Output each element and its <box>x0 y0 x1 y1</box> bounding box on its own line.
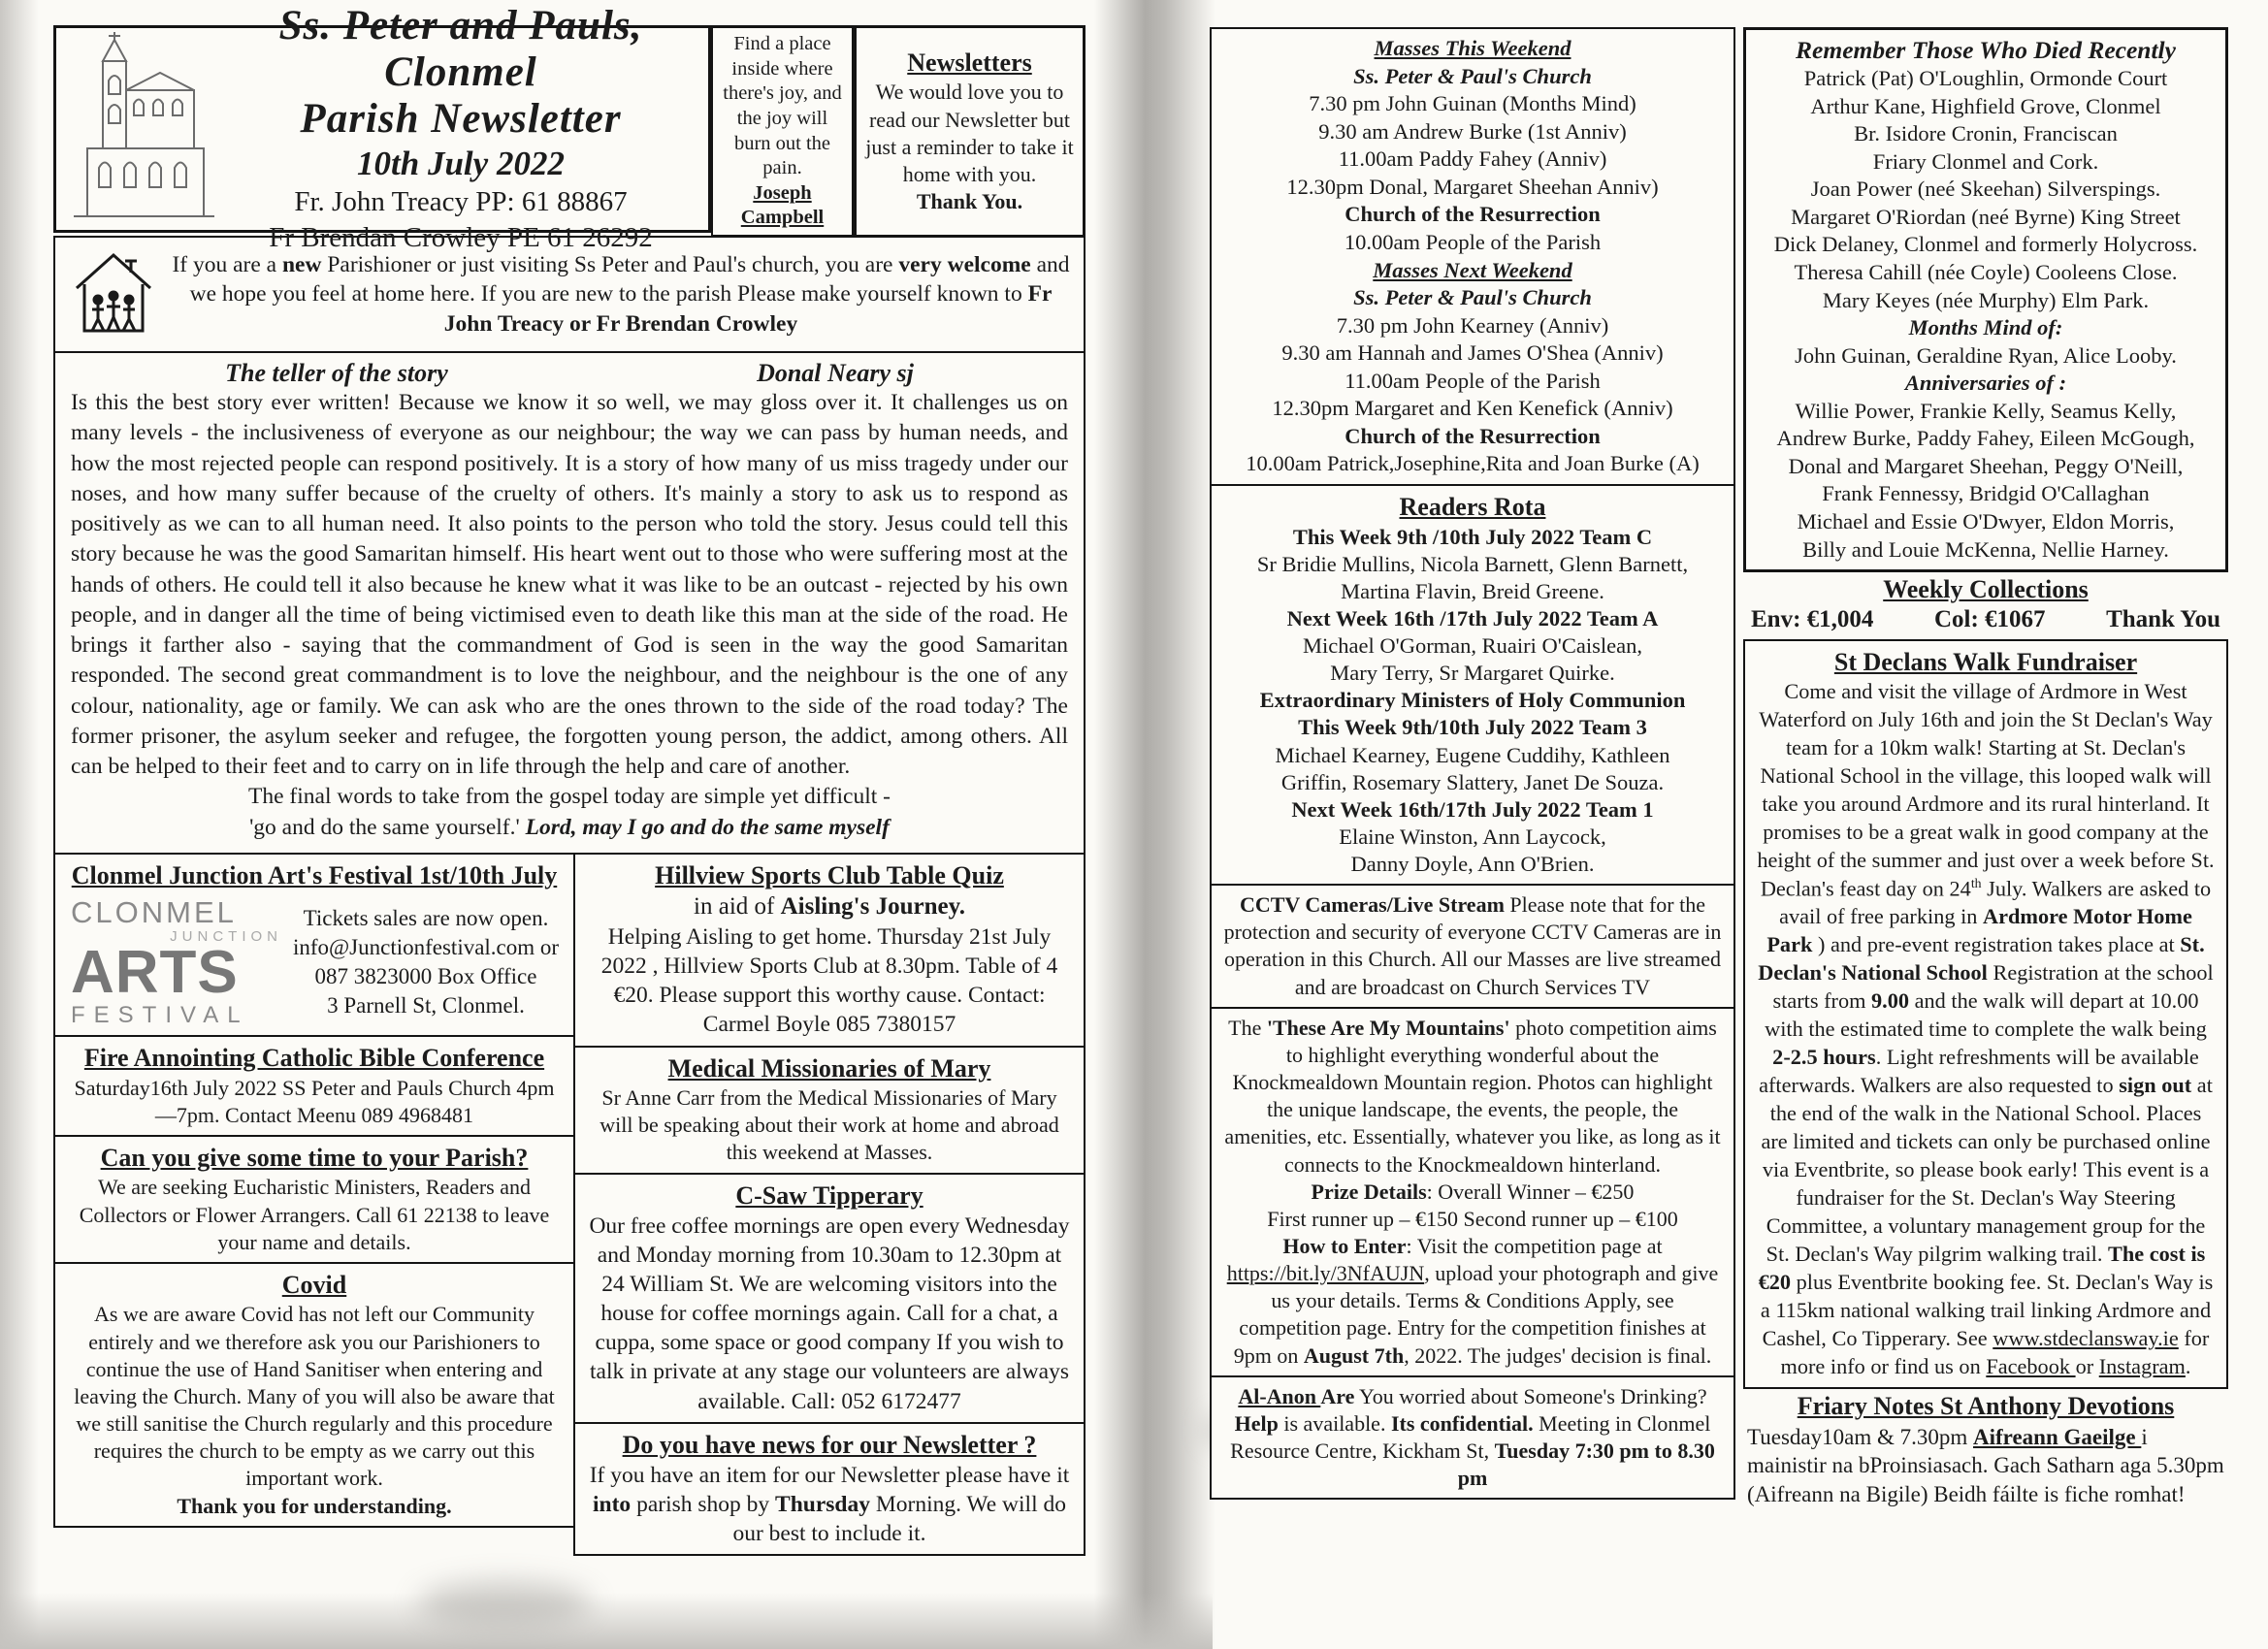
st-declans-walk-body: Come and visit the village of Ardmore in West Waterford on July 16th and join the St Declan's Way team for a 10km walk! Starting at St. Declan's National School in the village, this looped walk will take you around Ardmore and its rural hinterland. It promises to be a great walk in good company at the height of the summer and just over a week before St. Declan's feast day on 24th July. Walkers are asked to avail of free parking in Ardmore Motor Home Park ) and pre-event registration takes place at St. Declan's National School Registration at the school starts from 9.00 and the walk will depart at 10.00 with the estimated time to complete the walk being 2-2.5 hours. Light refreshments will be available afterwards. Walkers are also requested to sign out at the end of the walk in the National School. Places are limited and tickets can only be purchased online via Eventbrite, so please book early! This event is a fundraiser for the St. Declan's Way Steering Committee, a voluntary management group for the St. Declan's Way pilgrim walking trail. The cost is €20 plus Eventbrite booking fee. St. Declan's Way is a 115km national walking trail linking Ardmore and Cashel, Co Tipperary. See www.stdeclansway.ie for more info or find us on Facebook or Instagram. <box>1757 679 2215 1379</box>
arts-logo-clonmel: CLONMEL <box>71 895 237 930</box>
page-gutter-shadow <box>1094 0 1215 1649</box>
scan-smudge <box>417 1581 592 1626</box>
deceased-heading: Remember Those Who Died Recently <box>1796 36 2176 64</box>
weekly-collections-heading: Weekly Collections <box>1883 575 2089 604</box>
alanon-body: Al-Anon Are You worried about Someone's Drinking? Help is available. Its confidential. Meeting in Clonmel Resource Centre, Kickham St, Tuesday 7:30 pm to 8.30 pm <box>1230 1383 1715 1491</box>
friary-notes-heading: Friary Notes St Anthony Devotions <box>1797 1392 2175 1421</box>
masthead <box>53 2 1085 254</box>
table-quiz-body: Helping Aisling to get home. Thursday 21st July 2022 , Hillview Sports Club at 8.30pm. Table of 4 €20. Please support this worthy cause. Contact: Carmel Boyle 085 7380157 <box>600 924 1058 1038</box>
welcome-text: If you are a new Parishioner or just visiting Ss Peter and Paul's church, you are very welcome and we hope you feel at home here. If you are new to the parish Please make yourself known to Fr John Treacy or Fr Brendan Crowley <box>172 251 1070 337</box>
table-quiz-box <box>573 853 1085 1048</box>
csaw-body: Our free coffee mornings are open every Wednesday and Monday morning from 10.30am to 12.30pm at 24 William St. We are welcoming visitors into the house for coffee mornings again. Call for a chat, a cuppa, some space or good company If you wish to talk in private at any stage our volunteers are always available. Call: 052 6172477 <box>589 1213 1070 1414</box>
csaw-box <box>573 1173 1085 1424</box>
table-quiz-heading: Hillview Sports Club Table Quiz <box>655 860 1004 889</box>
photo-competition-body: The 'These Are My Mountains' photo competition aims to highlight everything wonderful about the Knockmealdown Mountain region. Photos can highlight the unique landscape, the events, the people, the amenities, etc. Essentially, whatever you like, as long as it connects to the Knockmealdown hinterland. Prize Details: Overall Winner – €250 First runner up – €150 Second runner up – €100 How to Enter: Visit the competition page at https://bit.ly/3NfAUJN, upload your photograph and give us your details. Terms & Conditions Apply, see competition page. Entry for the competition finishes at 9pm on August 7th, 2022. The judges' decision is final. <box>1224 1015 1721 1368</box>
arts-logo-arts: ARTS <box>71 939 239 1007</box>
st-declans-walk-box <box>1743 639 2228 1390</box>
covid-box <box>53 1262 575 1528</box>
cctv-body: CCTV Cameras/Live Stream Please note that for the protection and security of everyone CCTV Cameras are in operation in this Church. All our Masses are live streamed and are broadcast on Church Services TV <box>1223 892 1722 999</box>
bible-conference-body: Saturday16th July 2022 SS Peter and Pauls Church 4pm—7pm. Contact Meenu 089 4968481 <box>74 1075 555 1127</box>
newsletters-body: We would love you to read our Newsletter but just a reminder to take it home with you. Thank You. <box>865 80 1074 213</box>
newsletters-heading: Newsletters <box>907 48 1032 77</box>
story-title: The teller of the story <box>225 359 448 387</box>
parish-volunteers-heading: Can you give some time to your Parish? <box>100 1143 529 1172</box>
lower-sections-grid <box>53 855 1085 1557</box>
newsletter-title-line1: Ss. Peter and Pauls, Clonmel <box>278 2 643 96</box>
bible-conference-box <box>53 1035 575 1137</box>
covid-heading: Covid <box>281 1270 347 1299</box>
story-final-line2: 'go and do the same yourself.' Lord, may I go and do the same myself <box>249 814 890 840</box>
deceased-box <box>1743 27 2228 572</box>
newsletter-title-line2: Parish Newsletter <box>300 96 622 143</box>
covid-closing: Thank you for understanding. <box>177 1493 452 1518</box>
deceased-lines: Patrick (Pat) O'Loughlin, Ormonde Court Arthur Kane, Highfield Grove, Clonmel Br. Isidore Cronin, Franciscan Friary Clonmel and Cork. Joan Power (neé Skeehan) Silverspings. Margaret O'Riordan (neé Byrne) King Street Dick Delaney, Clonmel and formerly Holycross. Theresa Cahill (née Coyle) Cooleens Close. Mary Keyes (née Murphy) Elm Park. Months Mind of: John Guinan, Geraldine Ryan, Alice Looby. Anniversaries of : Willie Power, Frankie Kelly, Seamus Kelly, Andrew Burke, Paddy Fahey, Eileen McGough, Donal and Margaret Sheehan, Peggy O'Neill, Frank Fennessy, Bridgid O'Callaghan Michael and Essie O'Dwyer, Eldon Morris, Billy and Louie McKenna, Nellie Harney. <box>1773 66 2198 562</box>
masses-box <box>1210 27 1735 486</box>
arts-logo-junction: JUNCTION <box>170 928 282 946</box>
medical-missionaries-body: Sr Anne Carr from the Medical Missionaries of Mary will be speaking about their work at home and abroad this weekend at Masses. <box>599 1085 1059 1165</box>
lower-right-column <box>573 855 1085 1557</box>
story-author: Donal Neary sj <box>757 359 914 387</box>
quote-box: Find a place inside where there's joy, and the joy will burn out the pain. Joseph Campbell <box>711 25 855 238</box>
medical-missionaries-box <box>573 1046 1085 1175</box>
friary-notes-body: Tuesday10am & 7.30pm Aifreann Gaeilge i mainistir na bProinsiasach. Gach Satharn aga 5.30pm (Aifreann na Bigile) Beidh fáilte is fiche romhat! <box>1747 1424 2224 1506</box>
weekly-collections <box>1743 572 2228 641</box>
collections-envelopes: Env: €1,004 <box>1751 605 1874 632</box>
church-illustration <box>64 32 221 227</box>
collections-thanks: Thank You <box>2106 605 2220 632</box>
parish-volunteers-box <box>53 1135 575 1264</box>
story-body: Is this the best story ever written! Because we know it so well, we may gloss over it. It challenges us on many levels - the inclusiveness of everyone as our neighbour; the way we can pass by human needs, and how the most rejected people can respond positively. It is a story of how many of us miss tragedy under our noses, and how many suffer because of the cruelty of others. It's mainly a story to ask us to respond as positively as we can to all human need. It also points to the person who told the story. Jesus could tell this story because he was the good Samaritan himself. His heart went out to those who were suffering most at the hands of others. He could tell it also because he knew what it was like to be an outcast - rejected by his own people, and in danger all the time of being victimised even to death like this man at the side of the road. He brings it farther also - saying that the commandment of God is seen in the way the good Samaritan responded. The second great commandment is to love the neighbour, and the neighbour is the one of any colour, nationality, age or family. We can ask who are the ones thrown to the side of the road today? The former prisoner, the asylum seeker and refugee, the forgotten young person, the addict, among others. All can be helped to their feet and to carry on in life through the help and care of another. <box>71 390 1068 779</box>
right-page-left-column <box>1210 29 1735 1500</box>
arts-logo-festival: FESTIVAL <box>71 1002 249 1029</box>
table-quiz-subheading: in aid of Aisling's Journey. <box>694 893 965 921</box>
bible-conference-heading: Fire Annointing Catholic Bible Conference <box>83 1044 545 1073</box>
arts-festival-details: Tickets sales are now open. info@Junctionfestival.com or 087 3823000 Box Office 3 Parnell St, Clonmel. <box>292 906 560 1018</box>
csaw-heading: C-Saw Tipperary <box>735 1180 923 1210</box>
newsletter-date: 10th July 2022 <box>357 145 565 183</box>
arts-festival-box <box>53 853 575 1037</box>
masses-schedule: Masses This Weekend Ss. Peter & Paul's Church 7.30 pm John Guinan (Months Mind) 9.30 am Andrew Burke (1st Anniv) 11.00am Paddy Fahey (Anniv) 12.30pm Donal, Margaret Sheehan Anniv) Church of the Resurrection 10.00am People of the Parish Masses Next Weekend Ss. Peter & Paul's Church 7.30 pm John Kearney (Anniv) 9.30 am Hannah and James O'Shea (Anniv) 11.00am People of the Parish 12.30pm Margaret and Ken Kenefick (Anniv) Church of the Resurrection 10.00am Patrick,Josephine,Rita and Joan Burke (A) <box>1246 36 1700 476</box>
collections-loose: Col: €1067 <box>1933 605 2046 632</box>
scan-bottom-edge-shadow <box>0 1593 1213 1649</box>
newsletter-news-body: If you have an item for our Newsletter please have it into parish shop by Thursday Morning. We will do our best to include it. <box>589 1463 1070 1547</box>
lower-left-column <box>53 855 575 1557</box>
arts-festival-heading: Clonmel Junction Art's Festival 1st/10th July <box>71 860 558 889</box>
readers-rota-box <box>1210 484 1735 886</box>
scan-left-edge-shadow <box>0 0 39 1649</box>
newsletter-news-box <box>573 1422 1085 1557</box>
contact-priest-1: Fr. John Treacy PP: 61 88867 <box>294 186 628 218</box>
readers-rota-lines: This Week 9th /10th July 2022 Team C Sr Bridie Mullins, Nicola Barnett, Glenn Barnett, Martina Flavin, Breid Greene. Next Week 16th /17th July 2022 Team A Michael O'Gorman, Ruairi O'Caislean, Mary Terry, Sr Margaret Quirke. Extraordinary Ministers of Holy Communion This Week 9th/10th July 2022 Team 3 Michael Kearney, Eugene Cuddihy, Kathleen Griffin, Rosemary Slattery, Janet De Souza. Next Week 16th/17th July 2022 Team 1 Elaine Winston, Ann Laycock, Danny Doyle, Ann O'Brien. <box>1256 524 1689 876</box>
newsletters-box <box>855 25 1085 238</box>
parish-volunteers-body: We are seeking Eucharistic Ministers, Readers and Collectors or Flower Arrangers. Call 61 22138 to leave your name and details. <box>79 1175 550 1254</box>
st-declans-walk-heading: St Declans Walk Fundraiser <box>1833 647 2138 676</box>
medical-missionaries-heading: Medical Missionaries of Mary <box>667 1053 991 1083</box>
cctv-box <box>1210 884 1735 1009</box>
friary-notes <box>1743 1389 2228 1516</box>
readers-rota-heading: Readers Rota <box>1399 493 1546 521</box>
contact-priest-2: Fr Brendan Crowley PE 61 26292 <box>269 222 653 254</box>
photo-competition-box <box>1210 1007 1735 1377</box>
left-page <box>53 2 1085 1556</box>
house-family-icon <box>69 245 158 343</box>
masthead-main-box <box>53 2 711 254</box>
story-final-line1: The final words to take from the gospel today are simple yet difficult - <box>248 784 891 810</box>
newsletter-news-heading: Do you have news for our Newsletter ? <box>622 1430 1037 1459</box>
arts-festival-logo <box>67 895 282 1029</box>
gospel-reflection-box <box>53 351 1085 855</box>
right-page-right-column <box>1743 29 2228 1516</box>
story-heading-row <box>71 359 1068 388</box>
welcome-box <box>53 236 1085 353</box>
covid-body: As we are aware Covid has not left our Community entirely and we therefore ask you our Parishioners to continue the use of Hand Sanitiser when entering and leaving the Church. Many of you will also be aware that we still sanitise the Church regularly and this procedure requires the church to be empty as we carry out this important work. <box>74 1302 555 1491</box>
masthead-titles <box>221 3 700 255</box>
alanon-box <box>1210 1375 1735 1501</box>
